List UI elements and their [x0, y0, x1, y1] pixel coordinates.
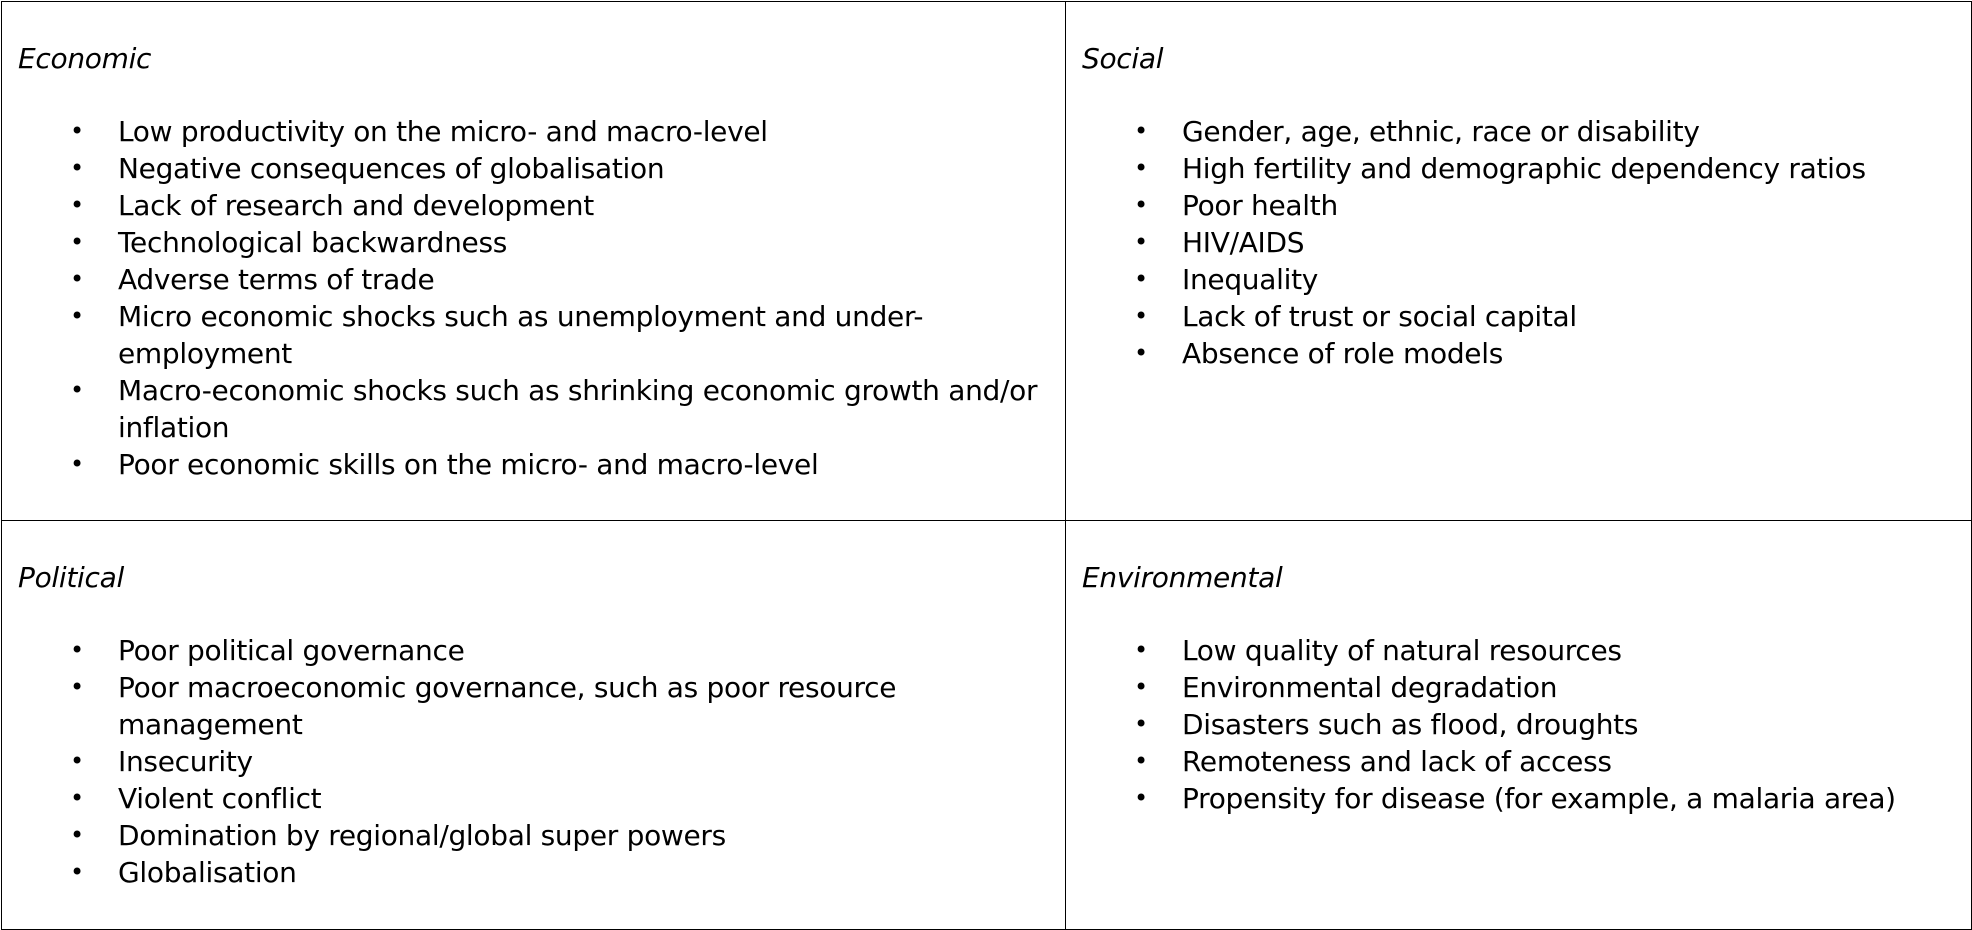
list-item: • Domination by regional/global super powers — [18, 817, 1051, 854]
list-item: • HIV/AIDS — [1082, 224, 1957, 261]
list-item: • Micro economic shocks such as unemployment and under-employment — [18, 298, 1051, 372]
economic-cell — [2, 2, 1066, 521]
list-item: • High fertility and demographic dependency ratios — [1082, 150, 1957, 187]
list-item: • Insecurity — [18, 743, 1051, 780]
list-item: • Poor health — [1082, 187, 1957, 224]
list-item: • Low quality of natural resources — [1082, 632, 1957, 669]
list-item: • Environmental degradation — [1082, 669, 1957, 706]
list-item: • Globalisation — [18, 854, 1051, 891]
environmental-list — [1082, 632, 1957, 817]
list-item: • Remoteness and lack of access — [1082, 743, 1957, 780]
table-row — [2, 521, 1972, 930]
list-item: • Lack of research and development — [18, 187, 1051, 224]
social-list — [1082, 113, 1957, 372]
social-heading: Social — [1082, 42, 1164, 75]
list-item: • Gender, age, ethnic, race or disability — [1082, 113, 1957, 150]
list-item: • Absence of role models — [1082, 335, 1957, 372]
list-item: • Adverse terms of trade — [18, 261, 1051, 298]
list-item: • Low productivity on the micro- and macro-level — [18, 113, 1051, 150]
environmental-cell — [1066, 521, 1972, 930]
environmental-heading: Environmental — [1082, 561, 1283, 594]
list-item: • Poor political governance — [18, 632, 1051, 669]
list-item: • Technological backwardness — [18, 224, 1051, 261]
list-item: • Negative consequences of globalisation — [18, 150, 1051, 187]
list-item: • Disasters such as flood, droughts — [1082, 706, 1957, 743]
list-item: • Violent conflict — [18, 780, 1051, 817]
list-item: • Poor macroeconomic governance, such as poor resource management — [18, 669, 1051, 743]
political-cell — [2, 521, 1066, 930]
factors-table — [1, 1, 1972, 930]
list-item: • Inequality — [1082, 261, 1957, 298]
political-heading: Political — [18, 561, 124, 594]
political-list — [18, 632, 1051, 891]
list-item: • Poor economic skills on the micro- and macro-level — [18, 446, 1051, 483]
economic-list — [18, 113, 1051, 483]
list-item: • Lack of trust or social capital — [1082, 298, 1957, 335]
economic-heading: Economic — [18, 42, 152, 75]
list-item: • Propensity for disease (for example, a malaria area) — [1082, 780, 1957, 817]
social-cell — [1066, 2, 1972, 521]
list-item: • Macro-economic shocks such as shrinking economic growth and/or inflation — [18, 372, 1051, 446]
table-row — [2, 2, 1972, 521]
